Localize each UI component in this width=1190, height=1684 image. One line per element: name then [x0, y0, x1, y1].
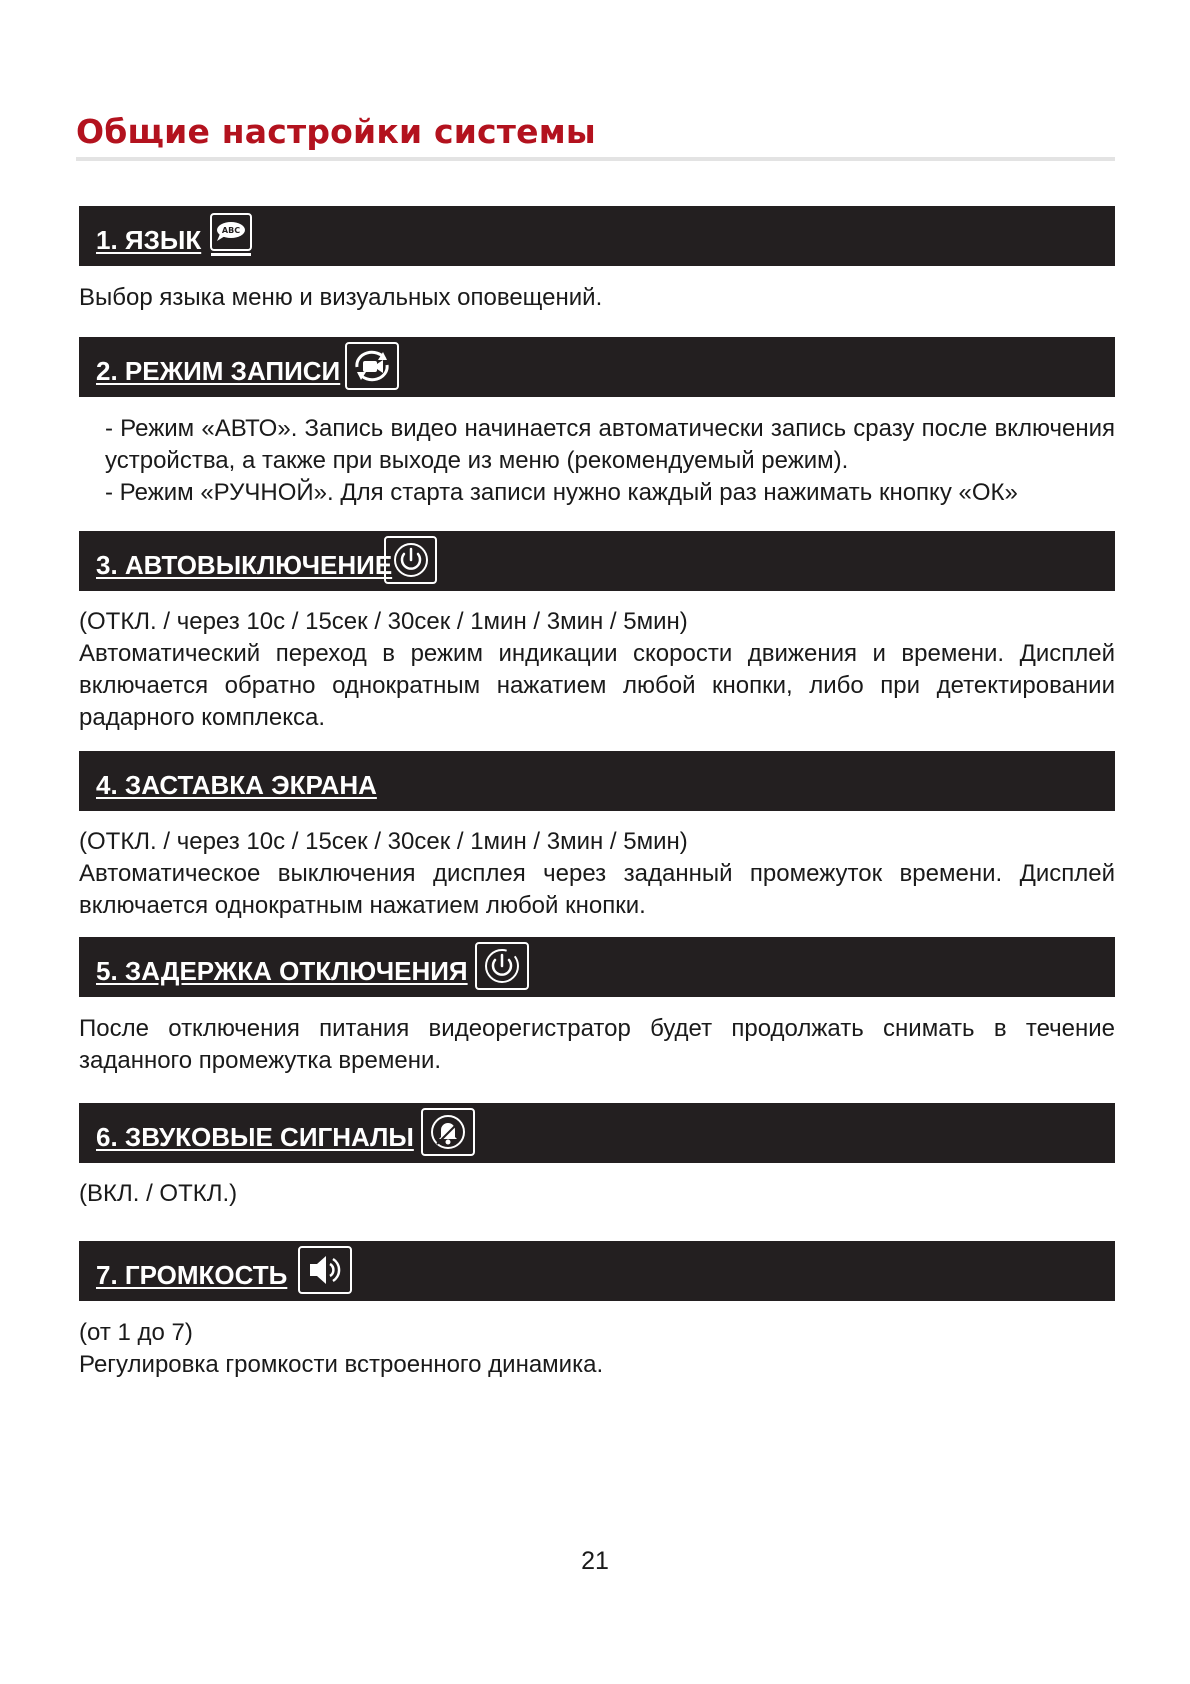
section-body-sound-signals: [79, 1178, 1115, 1210]
section-title: 2. РЕЖИМ ЗАПИСИ: [96, 355, 341, 386]
page-number: 21: [581, 1547, 609, 1575]
paragraph: Выбор языка меню и визуальных оповещений.: [79, 284, 603, 311]
paragraph: После отключения питания видеорегистратор будет продолжать снимать в течение заданного промежутка времени.: [79, 1015, 1115, 1074]
paragraph: Автоматическое выключения дисплея через заданный промежуток времени. Дисплей включается однократным нажатием любой кнопки.: [79, 860, 1115, 919]
paragraph: (ОТКЛ. / через 10с / 15сек / 30сек / 1мин / 3мин / 5мин): [79, 608, 688, 635]
section-title: 4. ЗАСТАВКА ЭКРАНА: [96, 769, 377, 800]
speaker-icon: [298, 1246, 352, 1294]
paragraph: (ВКЛ. / ОТКЛ.): [79, 1180, 238, 1207]
section-header-volume: [79, 1241, 1115, 1301]
svg-text:ABC: ABC: [221, 226, 241, 235]
section-title: 5. ЗАДЕРЖКА ОТКЛЮЧЕНИЯ: [96, 955, 468, 986]
section-body-auto-off: [79, 606, 1115, 734]
paragraph: - Режим «РУЧНОЙ». Для старта записи нужно каждый раз нажимать кнопку «ОК»: [105, 479, 1018, 506]
section-title: 3. АВТОВЫКЛЮЧЕНИЕ: [96, 549, 393, 580]
paragraph: Автоматический переход в режим индикации скорости движения и времени. Дисплей включается обратно однократным нажатием любой кнопки, либо при детектировании радарного комплекса.: [79, 640, 1115, 731]
paragraph: (ОТКЛ. / через 10с / 15сек / 30сек / 1мин / 3мин / 5мин): [79, 828, 688, 855]
section-title: 6. ЗВУКОВЫЕ СИГНАЛЫ: [96, 1121, 414, 1152]
paragraph: Регулировка громкости встроенного динамика.: [79, 1351, 604, 1378]
section-header-sound-signals: [79, 1103, 1115, 1163]
camera-loop-icon: [345, 342, 399, 390]
section-body-language: [79, 282, 1115, 314]
title-divider: [76, 157, 1115, 161]
section-header-shutdown-delay: [79, 937, 1115, 997]
section-title: 1. ЯЗЫК: [96, 224, 202, 255]
power-icon: [384, 536, 437, 584]
section-header-auto-off: [79, 531, 1115, 591]
page-title: Общие настройки системы: [76, 112, 596, 151]
paragraph: (от 1 до 7): [79, 1319, 193, 1346]
section-body-shutdown-delay: [79, 1013, 1115, 1077]
section-header-screensaver: [79, 751, 1115, 811]
section-body-screensaver: [79, 826, 1115, 922]
paragraph: - Режим «АВТО». Запись видео начинается автоматически запись сразу после включения устройства, а также при выходе из меню (рекомендуемый режим).: [105, 415, 1115, 474]
section-body-record-mode: [79, 413, 1115, 509]
bell-icon: [421, 1108, 475, 1156]
section-title: 7. ГРОМКОСТЬ: [96, 1259, 288, 1290]
speech-bubble-abc-icon: [210, 211, 254, 259]
section-header-record-mode: [79, 337, 1115, 397]
section-header-language: [79, 206, 1115, 266]
section-body-volume: [79, 1317, 1115, 1381]
power-timer-icon: [475, 942, 529, 990]
